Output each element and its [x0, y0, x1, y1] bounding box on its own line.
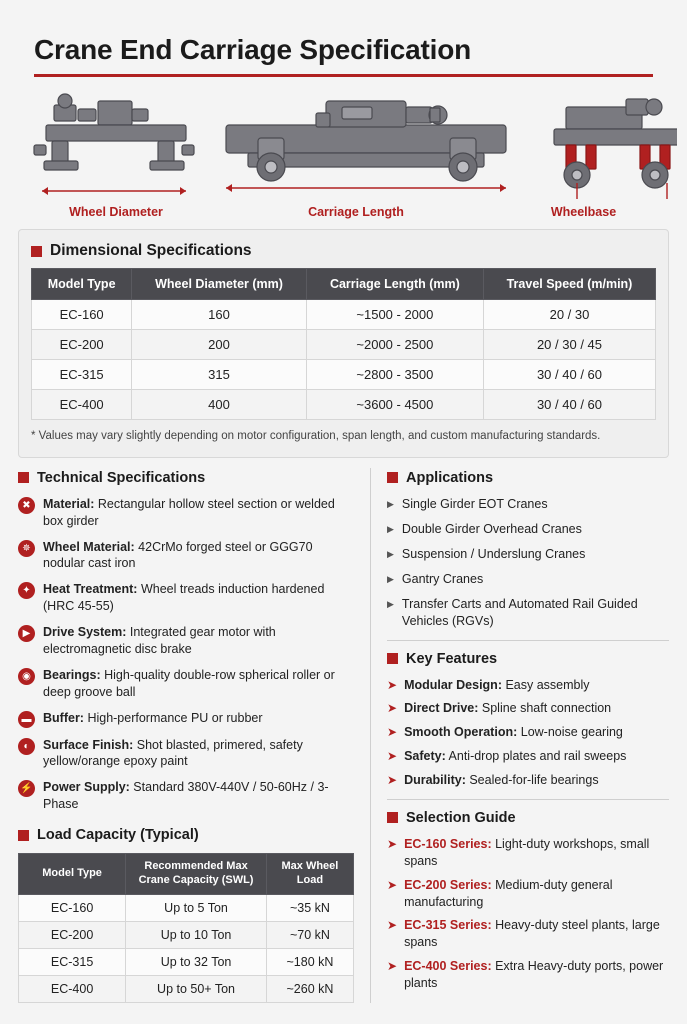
list-item [387, 700, 669, 717]
applications-title: Applications [406, 469, 494, 486]
item-value: Wheel treads induction hardened (HRC 45-55) [43, 582, 325, 614]
cell-model: EC-160 [19, 894, 126, 921]
cell-model: EC-315 [19, 948, 126, 975]
selection-guide-header [387, 810, 669, 826]
content-columns [18, 468, 669, 1003]
cell-diameter: 400 [132, 390, 307, 420]
wheelbase-label: Wheelbase [550, 205, 617, 220]
list-item [18, 667, 354, 701]
load-capacity-title: Load Capacity (Typical) [37, 827, 199, 844]
section-marker-icon [387, 472, 398, 483]
page-title: Crane End Carriage Specification [34, 34, 472, 65]
list-item-text [43, 581, 354, 615]
cell-wheel-load: ~70 kN [266, 921, 353, 948]
item-label: Material: [43, 496, 95, 511]
cell-wheel-load: ~260 kN [266, 975, 353, 1002]
bookmark-icon: ➤ [387, 959, 398, 974]
applications-list [387, 496, 669, 630]
item-label: EC-315 Series: [404, 918, 492, 933]
load-capacity-table [18, 853, 354, 1003]
cell-speed: 20 / 30 [483, 300, 655, 330]
cell-length: ~3600 - 4500 [306, 390, 483, 420]
carriage-length-label-cell [206, 205, 506, 219]
item-value: Integrated gear motor with electromagnetic disc brake [43, 625, 276, 656]
item-label: Durability: [404, 773, 466, 788]
title-divider [34, 74, 653, 77]
bookmark-icon: ➤ [387, 701, 398, 716]
item-value: Anti-drop plates and rail sweeps [445, 749, 627, 764]
item-value: High-quality double-row spherical roller or deep groove ball [43, 667, 335, 699]
list-item-text [404, 748, 626, 765]
list-item-text [404, 677, 589, 694]
cell-speed: 20 / 30 / 45 [483, 330, 655, 360]
selection-guide-title: Selection Guide [406, 809, 516, 826]
table-row [32, 390, 656, 420]
list-item [387, 496, 669, 513]
triangle-right-icon: ▶ [387, 498, 394, 509]
item-label: Surface Finish: [43, 737, 134, 752]
list-item [387, 521, 669, 538]
play-circle-icon: ▶ [18, 625, 35, 642]
cell-model: EC-160 [32, 300, 132, 330]
list-item [387, 836, 669, 870]
key-features-list [387, 677, 669, 789]
cell-capacity: Up to 10 Ton [126, 921, 267, 948]
item-value: Spline shaft connection [478, 701, 612, 716]
item-label: Drive System: [43, 625, 127, 640]
item-value: Medium-duty general manufacturing [404, 877, 613, 909]
list-item-text [43, 710, 263, 728]
bookmark-icon: ➤ [387, 749, 398, 764]
key-features-header [387, 651, 669, 667]
item-label: Power Supply: [43, 780, 130, 795]
list-item [18, 779, 354, 813]
list-item-text [404, 772, 599, 789]
table-row [19, 948, 354, 975]
list-item [18, 737, 354, 771]
list-item [387, 724, 669, 741]
item-value: Standard 380V-440V / 50-60Hz / 3-Phase [43, 780, 329, 812]
power-icon: ⚡ [18, 780, 35, 797]
technical-specifications-header [18, 470, 354, 486]
col-carriage-length: Carriage Length (mm) [306, 269, 483, 300]
table-row [32, 330, 656, 360]
cell-model: EC-400 [32, 390, 132, 420]
list-item-text [404, 917, 669, 951]
carriage-length-label: Carriage Length [308, 205, 404, 220]
col-model-type: Model Type [19, 854, 126, 895]
dimensional-specifications-panel [18, 229, 669, 458]
cell-model: EC-200 [19, 921, 126, 948]
item-label: Direct Drive: [404, 701, 479, 716]
wheelbase-label-cell [506, 205, 661, 219]
dimensional-specifications-header [31, 242, 656, 260]
list-item-text [404, 700, 611, 717]
table-header-row [32, 269, 656, 300]
section-marker-icon [387, 653, 398, 664]
right-column [370, 468, 669, 1003]
list-item [387, 958, 669, 992]
cell-wheel-load: ~180 kN [266, 948, 353, 975]
cell-diameter: 160 [132, 300, 307, 330]
list-item-text: Transfer Carts and Automated Rail Guided Vehicles (RGVs) [401, 596, 638, 628]
item-value: High-performance PU or rubber [83, 710, 263, 725]
list-item [387, 596, 669, 630]
item-label: Buffer: [43, 710, 84, 725]
item-label: Safety: [404, 749, 446, 764]
list-item [18, 581, 354, 615]
section-marker-icon [18, 830, 29, 841]
list-item-text [43, 779, 354, 813]
wheel-icon: ✵ [18, 540, 35, 557]
dimensional-note: * Values may vary slightly depending on motor configuration, span length, and custom manufacturing standards. [31, 430, 601, 443]
cell-capacity: Up to 32 Ton [126, 948, 267, 975]
cell-length: ~2000 - 2500 [306, 330, 483, 360]
item-label: Heat Treatment: [43, 582, 138, 597]
table-header-row [19, 854, 354, 895]
left-column [18, 468, 354, 1003]
cell-diameter: 200 [132, 330, 307, 360]
cell-length: ~1500 - 2000 [306, 300, 483, 330]
cell-capacity: Up to 5 Ton [126, 894, 267, 921]
list-item-text [43, 737, 354, 771]
list-item-text [43, 667, 354, 701]
bookmark-icon: ➤ [387, 918, 398, 933]
diagram-labels [26, 205, 661, 219]
item-value: Easy assembly [501, 677, 590, 692]
cell-speed: 30 / 40 / 60 [483, 390, 655, 420]
list-item-text [43, 539, 354, 573]
table-row [19, 894, 354, 921]
item-label: EC-160 Series: [404, 836, 492, 851]
section-divider [387, 640, 669, 641]
item-value: Heavy-duty steel plants, large spans [404, 918, 660, 950]
triangle-right-icon: ▶ [387, 573, 394, 584]
list-item [18, 539, 354, 573]
item-label: Smooth Operation: [404, 725, 518, 740]
cell-diameter: 315 [132, 360, 307, 390]
section-marker-icon [31, 246, 42, 257]
title-block [18, 22, 669, 77]
list-item [387, 772, 669, 789]
wheel-diameter-label-cell [26, 205, 206, 219]
table-row [32, 360, 656, 390]
technical-specifications-list [18, 496, 354, 813]
list-item-text: Double Girder Overhead Cranes [401, 521, 582, 536]
load-capacity-header [18, 827, 354, 843]
col-max-wheel-load: Max Wheel Load [266, 854, 353, 895]
col-crane-capacity: Recommended Max Crane Capacity (SWL) [126, 854, 267, 895]
item-label: Modular Design: [404, 677, 502, 692]
cell-length: ~2800 - 3500 [306, 360, 483, 390]
list-item-text: Suspension / Underslung Cranes [401, 546, 586, 561]
cell-model: EC-200 [32, 330, 132, 360]
cell-model: EC-315 [32, 360, 132, 390]
carriage-diagram [26, 83, 661, 203]
selection-guide-list [387, 836, 669, 992]
item-label: Bearings: [43, 667, 101, 682]
list-item-text [404, 877, 669, 911]
triangle-right-icon: ▶ [387, 548, 394, 559]
bookmark-icon: ➤ [387, 773, 398, 788]
paint-icon: ◐ [18, 738, 35, 755]
item-label: EC-200 Series: [404, 877, 492, 892]
list-item-text [404, 958, 669, 992]
dimensional-specifications-title: Dimensional Specifications [50, 242, 252, 260]
section-marker-icon [18, 472, 29, 483]
col-wheel-diameter: Wheel Diameter (mm) [132, 269, 307, 300]
col-travel-speed: Travel Speed (m/min) [483, 269, 655, 300]
list-item-text [404, 836, 669, 870]
section-divider [387, 799, 669, 800]
cell-wheel-load: ~35 kN [266, 894, 353, 921]
triangle-right-icon: ▶ [387, 598, 394, 609]
item-value: Extra Heavy-duty ports, power plants [404, 959, 664, 991]
list-item [387, 748, 669, 765]
list-item-text [43, 496, 354, 530]
item-value: Sealed-for-life bearings [465, 773, 599, 788]
list-item-text [404, 724, 623, 741]
list-item [18, 710, 354, 728]
item-value: Shot blasted, primered, safety yellow/orange epoxy paint [43, 737, 303, 769]
item-label: EC-400 Series: [404, 959, 492, 974]
list-item-text: Gantry Cranes [401, 571, 484, 586]
wheel-diameter-label: Wheel Diameter [69, 205, 163, 220]
list-item [387, 917, 669, 951]
key-features-title: Key Features [406, 650, 498, 667]
cell-model: EC-400 [19, 975, 126, 1002]
list-item-text: Single Girder EOT Cranes [401, 496, 548, 511]
item-value: Rectangular hollow steel section or welded box girder [43, 496, 335, 528]
col-model-type: Model Type [32, 269, 132, 300]
carriage-diagram-svg [26, 83, 677, 201]
list-item [18, 624, 354, 658]
list-item [387, 677, 669, 694]
item-label: Wheel Material: [43, 539, 135, 554]
buffer-icon: ▬ [18, 711, 35, 728]
list-item [387, 877, 669, 911]
list-item-text [43, 624, 354, 658]
bookmark-icon: ➤ [387, 677, 398, 692]
table-row [32, 300, 656, 330]
table-row [19, 921, 354, 948]
item-value: 42CrMo forged steel or GGG70 nodular cast iron [43, 539, 313, 571]
heat-icon: ✦ [18, 582, 35, 599]
table-row [19, 975, 354, 1002]
list-item [387, 571, 669, 588]
list-item [18, 496, 354, 530]
bookmark-icon: ➤ [387, 836, 398, 851]
list-item [387, 546, 669, 563]
technical-specifications-title: Technical Specifications [37, 469, 206, 486]
applications-header [387, 470, 669, 486]
dimensional-table [31, 268, 656, 420]
x-circle-icon: ✖ [18, 497, 35, 514]
bearing-icon: ◉ [18, 668, 35, 685]
cell-speed: 30 / 40 / 60 [483, 360, 655, 390]
item-value: Light-duty workshops, small spans [404, 836, 650, 868]
triangle-right-icon: ▶ [387, 523, 394, 534]
bookmark-icon: ➤ [387, 877, 398, 892]
section-marker-icon [387, 812, 398, 823]
bookmark-icon: ➤ [387, 725, 398, 740]
item-value: Low-noise gearing [517, 725, 623, 740]
cell-capacity: Up to 50+ Ton [126, 975, 267, 1002]
